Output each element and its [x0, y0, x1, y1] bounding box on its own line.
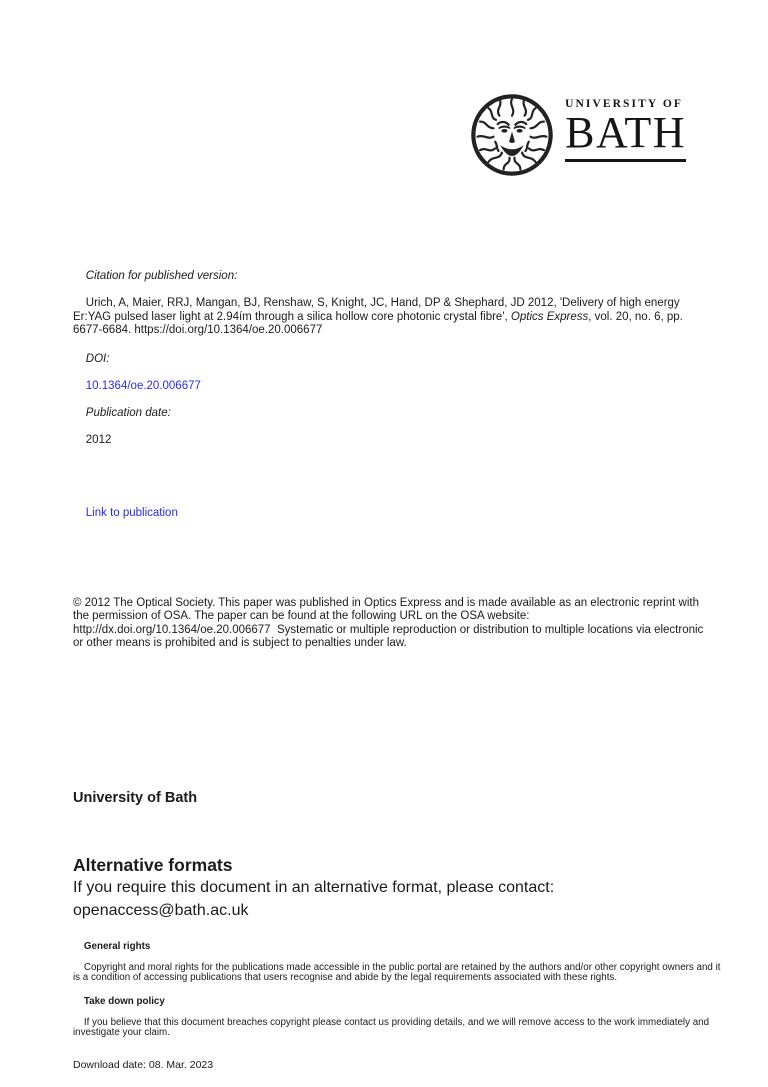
- citation-volume-info: , vol. 20, no. 6, pp. 6677-6684. https://doi.org/10.1364/oe.20.006677: [73, 310, 687, 337]
- alternative-formats-section: [73, 854, 705, 922]
- doi-link[interactable]: 10.1364/oe.20.006677: [85, 380, 201, 393]
- logo-bath-text: BATH: [565, 110, 686, 162]
- citation-label: Citation for published version:: [85, 270, 238, 283]
- copyright-notice: © 2012 The Optical Society. This paper was published in Optics Express and is made available as an electronic reprint with the permission of OSA. The paper can be found at the following URL on the OSA website: http://dx.doi.org/10.1364/oe.20.006677 Systematic or multiple reproduction or distribution to multiple locations via electronic or other means is prohibited and is subject to penalties under law.: [73, 597, 707, 650]
- alternative-formats-text: If you require this document in an alternative format, please contact:: [73, 879, 555, 896]
- alternative-formats-heading: Alternative formats: [73, 855, 233, 875]
- open-access-email: openaccess@bath.ac.uk: [73, 901, 249, 919]
- publication-date-value: 2012: [85, 434, 112, 447]
- citation-journal: Optics Express: [510, 310, 589, 323]
- logo-wordmark: [565, 93, 686, 162]
- university-heading: University of Bath: [73, 790, 198, 806]
- download-date: Download date: 08. Mar. 2023: [73, 1059, 214, 1071]
- citation-authors-title: Urich, A, Maier, RRJ, Mangan, BJ, Renshaw, S, Knight, JC, Hand, DP & Shephard, JD 2012, 'Delivery of high energy Er:YAG pulsed laser light at 2.94ím through a silica hollow core photonic crystal fibre',: [73, 297, 683, 323]
- take-down-policy-body: If you believe that this document breaches copyright please contact us providing details, and we will remove access to the work immediately and investigate your claim.: [73, 1016, 712, 1039]
- citation-block: [73, 257, 705, 351]
- take-down-policy-section: [73, 986, 725, 1050]
- publication-date-label: Publication date:: [85, 407, 171, 420]
- general-rights-heading: General rights: [83, 940, 151, 952]
- link-to-publication[interactable]: Link to publication: [85, 507, 178, 520]
- take-down-policy-heading: Take down policy: [83, 995, 165, 1007]
- general-rights-body: Copyright and moral rights for the publications made accessible in the public portal are retained by the authors and/or other copyright owners and it is a condition of accessing publications that users recognise and abide by the legal requirements associated with these rights.: [73, 961, 724, 984]
- gorgon-head-icon: [470, 93, 554, 177]
- link-to-publication-block: [73, 494, 705, 534]
- doi-label: DOI:: [85, 353, 110, 366]
- publication-date-block: [73, 394, 705, 461]
- logo-university-of-text: UNIVERSITY OF: [565, 98, 684, 110]
- university-of-bath-logo: [470, 93, 686, 177]
